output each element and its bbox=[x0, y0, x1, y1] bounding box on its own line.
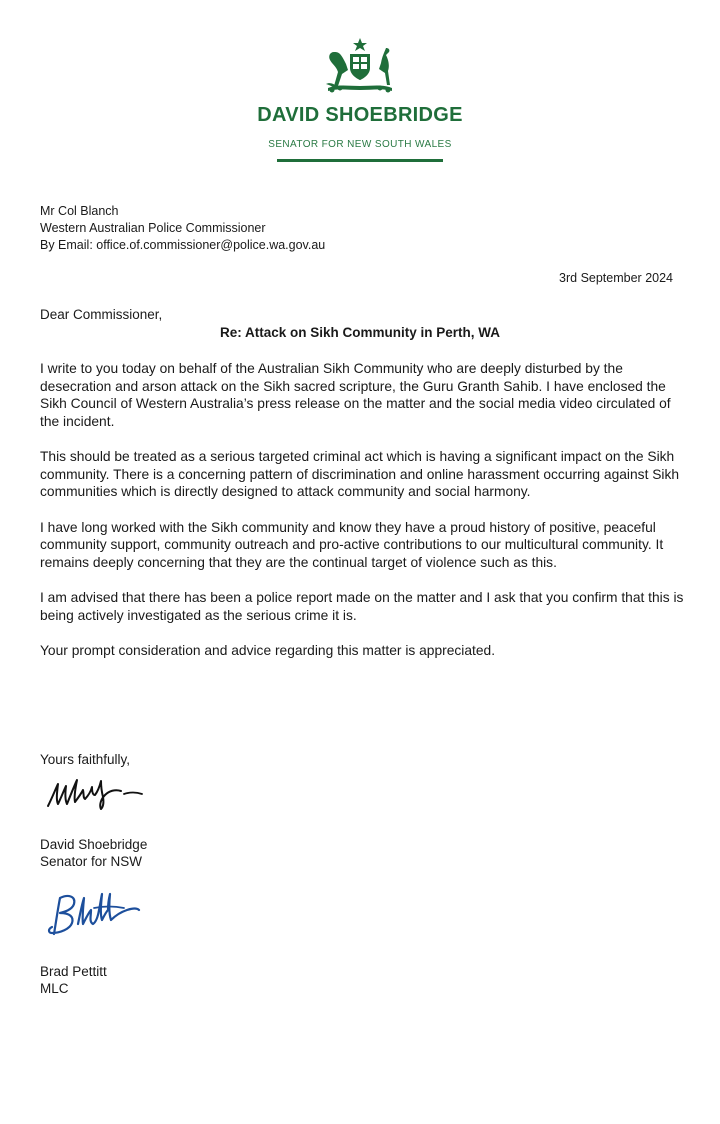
signatory-block bbox=[40, 963, 107, 997]
sender-name: DAVID SHOEBRIDGE bbox=[257, 104, 463, 126]
recipient-email: By Email: office.of.commissioner@police.wa.gov.au bbox=[40, 238, 326, 252]
sender-title: SENATOR FOR NEW SOUTH WALES bbox=[268, 139, 452, 150]
signatory-role: MLC bbox=[40, 981, 69, 996]
letter-body bbox=[40, 360, 688, 678]
salutation: Dear Commissioner, bbox=[40, 307, 163, 322]
body-paragraph: This should be treated as a serious targeted criminal act which is having a significant impact on the Sikh community. There is a concerning pattern of discrimination and online harassment occurring against Sikh communities which is directly designed to attack community and social harmony. bbox=[40, 449, 680, 499]
signatory-name: Brad Pettitt bbox=[40, 964, 107, 979]
signatory-name: David Shoebridge bbox=[40, 837, 148, 852]
letterhead-divider bbox=[277, 159, 443, 162]
recipient-block bbox=[40, 203, 325, 254]
body-paragraph: I write to you today on behalf of the Australian Sikh Community who are deeply disturbed by the desecration and arson attack on the Sikh sacred scripture, the Guru Granth Sahib. I have enclosed the Sikh Council of Western Australia’s press release on the matter and the social media video circulated of the incident. bbox=[40, 361, 671, 429]
body-paragraph: Your prompt consideration and advice regarding this matter is appreciated. bbox=[40, 643, 496, 658]
subject-line: Re: Attack on Sikh Community in Perth, WA bbox=[219, 325, 501, 340]
body-paragraph: I am advised that there has been a police report made on the matter and I ask that you confirm that this is being actively investigated as the serious crime it is. bbox=[40, 590, 684, 623]
body-paragraph: I have long worked with the Sikh community and know they have a proud history of positive, peaceful community support, community outreach and pro-active contributions to our multicultural community. It remains deeply concerning that they are the continual target of violence such as this. bbox=[40, 519, 664, 570]
letterhead bbox=[0, 36, 720, 162]
closing: Yours faithfully, bbox=[40, 752, 131, 767]
handwritten-signature-icon bbox=[40, 772, 180, 824]
letter-date: 3rd September 2024 bbox=[559, 271, 673, 285]
recipient-position: Western Australian Police Commissioner bbox=[40, 221, 266, 235]
signatory-role: Senator for NSW bbox=[40, 854, 143, 869]
signatory-block bbox=[40, 836, 147, 870]
recipient-name: Mr Col Blanch bbox=[40, 204, 119, 218]
handwritten-signature-icon bbox=[40, 890, 150, 948]
coat-of-arms-icon bbox=[314, 36, 406, 96]
